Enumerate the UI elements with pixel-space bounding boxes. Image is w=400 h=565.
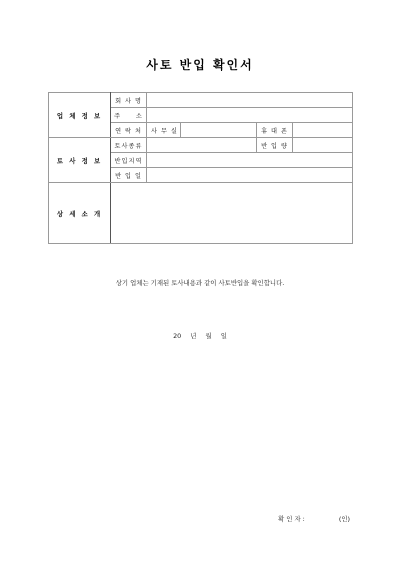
date-year: 20 — [173, 332, 182, 340]
mobile-label: 휴 대 폰 — [257, 123, 293, 138]
soil-type-field[interactable] — [147, 138, 257, 153]
confirmer-line — [278, 514, 350, 523]
mobile-phone-field[interactable] — [293, 123, 353, 138]
seal-mark: (인) — [338, 515, 350, 523]
company-name-label: 회 사 명 — [111, 93, 147, 108]
address-field[interactable] — [147, 108, 353, 123]
soil-type-label: 토사종류 — [111, 138, 147, 153]
address-label: 주 소 — [111, 108, 147, 123]
section-company-info: 업 체 정 보 — [49, 93, 111, 138]
region-field[interactable] — [147, 153, 353, 168]
confirmer-label: 확 인 자 : — [278, 515, 305, 523]
date-field[interactable] — [147, 168, 353, 183]
confirmation-form-table — [48, 92, 353, 244]
section-detail: 상 세 소 개 — [49, 183, 111, 244]
date-day-unit: 일 — [220, 332, 227, 340]
date-line — [0, 331, 400, 340]
date-label: 반 입 일 — [111, 168, 147, 183]
amount-label: 반 입 량 — [257, 138, 293, 153]
office-label: 사 무 실 — [147, 123, 181, 138]
section-soil-info: 토 사 정 보 — [49, 138, 111, 183]
date-year-unit: 년 — [190, 332, 197, 340]
region-label: 반입지역 — [111, 153, 147, 168]
detail-field[interactable] — [111, 183, 353, 244]
company-name-field[interactable] — [147, 93, 353, 108]
confirmation-statement: 상기 업체는 기재된 토사내용과 같이 사토반입을 확인합니다. — [115, 279, 285, 287]
page-title: 사토 반입 확인서 — [146, 58, 254, 72]
amount-field[interactable] — [293, 138, 353, 153]
date-month-unit: 월 — [205, 332, 212, 340]
contact-label: 연 락 처 — [111, 123, 147, 138]
office-phone-field[interactable] — [181, 123, 257, 138]
